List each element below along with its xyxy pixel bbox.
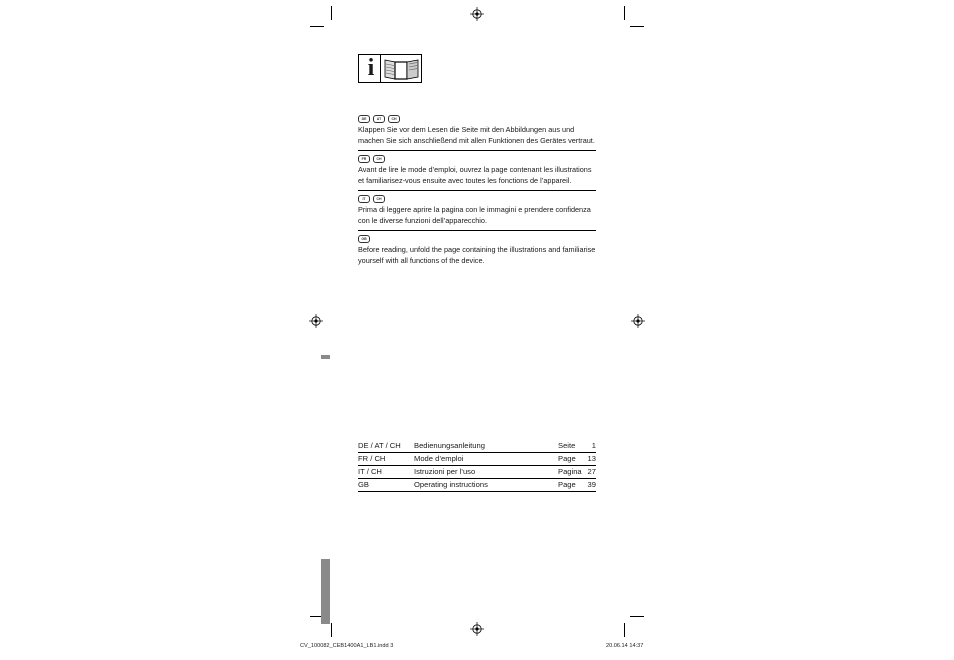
toc-title: Operating instructions xyxy=(414,480,488,489)
intro-text: Avant de lire le mode d’emploi, ouvrez la page contenant les illustrations et familiarisez-vous ensuite avec toutes les fonctions de l’appareil. xyxy=(358,165,592,185)
divider xyxy=(358,150,596,151)
lang-block-fr xyxy=(358,155,596,186)
info-icon: i xyxy=(367,55,375,81)
registration-mark-icon xyxy=(631,314,645,328)
country-flag-icon: AT xyxy=(373,115,385,123)
toc-page-label: Seite xyxy=(558,441,576,450)
toc-page-number: 13 xyxy=(587,454,596,463)
registration-mark-icon xyxy=(309,314,323,328)
toc-page-label: Page xyxy=(558,454,576,463)
toc-row xyxy=(358,440,596,453)
country-flag-icon: DE xyxy=(358,115,370,123)
country-flags xyxy=(358,155,596,163)
crop-mark xyxy=(630,26,644,27)
country-flag-icon: CH xyxy=(388,115,400,123)
country-flags xyxy=(358,195,596,203)
info-unfold-pictogram xyxy=(358,54,422,83)
country-flag-icon: FR xyxy=(358,155,370,163)
toc-lang: IT / CH xyxy=(358,467,382,476)
intro-text: Klappen Sie vor dem Lesen die Seite mit den Abbildungen aus und machen Sie sich anschließend mit allen Funktionen des Gerätes vertraut. xyxy=(358,125,595,145)
crop-mark xyxy=(310,26,324,27)
toc-page-number: 27 xyxy=(587,467,596,476)
intro-text: Prima di leggere aprire la pagina con le immagini e prendere confidenza con le diverse funzioni dell’apparecchio. xyxy=(358,205,591,225)
country-flag-icon: IT xyxy=(358,195,370,203)
country-flag-icon: CH xyxy=(373,195,385,203)
toc-lang: GB xyxy=(358,480,369,489)
country-flags xyxy=(358,115,596,123)
lang-block-de xyxy=(358,115,596,146)
toc-title: Mode d’emploi xyxy=(414,454,464,463)
crop-mark xyxy=(331,6,332,20)
toc-lang: FR / CH xyxy=(358,454,386,463)
country-flag-icon: GB xyxy=(358,235,370,243)
edge-marker xyxy=(321,355,330,359)
country-flags xyxy=(358,235,596,243)
edge-bar xyxy=(321,559,330,624)
divider xyxy=(358,230,596,231)
toc-row xyxy=(358,479,596,492)
footer-datetime: 20.06.14 14:37 xyxy=(606,643,644,649)
toc-row xyxy=(358,466,596,479)
crop-mark xyxy=(331,623,332,637)
toc-page-number: 39 xyxy=(587,480,596,489)
registration-mark-icon xyxy=(470,7,484,21)
toc-page-number: 1 xyxy=(591,441,596,450)
toc-lang: DE / AT / CH xyxy=(358,441,401,450)
toc-row xyxy=(358,453,596,466)
footer-filename: CV_100082_CEB1400A1_LB1.indd 3 xyxy=(300,643,394,649)
open-book-icon xyxy=(383,58,421,80)
toc-page-label: Pagina xyxy=(558,467,582,476)
pictogram-divider xyxy=(380,55,381,82)
toc-title: Istruzioni per l’uso xyxy=(414,467,476,476)
lang-block-it xyxy=(358,195,596,226)
table-of-contents xyxy=(358,440,596,492)
divider xyxy=(358,190,596,191)
crop-mark xyxy=(624,6,625,20)
registration-mark-icon xyxy=(470,622,484,636)
toc-page-label: Page xyxy=(558,480,576,489)
toc-title: Bedienungsanleitung xyxy=(414,441,485,450)
country-flag-icon: CH xyxy=(373,155,385,163)
intro-text: Before reading, unfold the page containing the illustrations and familiarise yourself with all functions of the device. xyxy=(358,245,596,265)
crop-mark xyxy=(624,623,625,637)
lang-block-gb xyxy=(358,235,596,266)
crop-mark xyxy=(630,616,644,617)
